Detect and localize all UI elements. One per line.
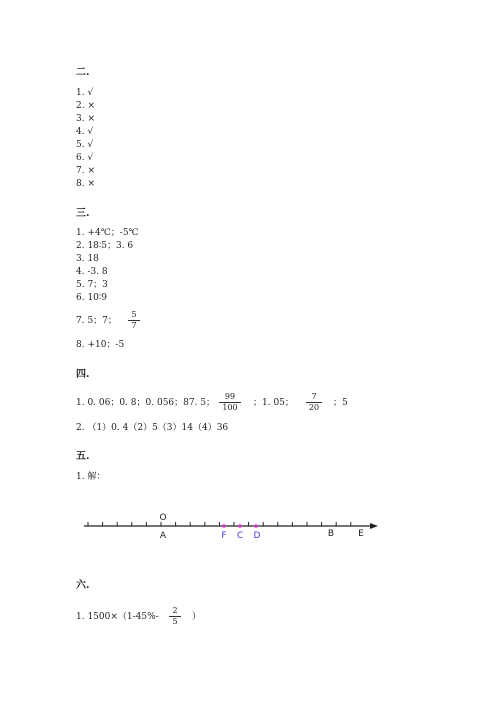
section-6-heading: 六. [76, 580, 90, 591]
fraction-denominator: 7 [131, 321, 137, 330]
fraction-5-7 [128, 310, 140, 331]
point-c-marker [238, 524, 242, 528]
section-6-suffix: ） [192, 612, 202, 622]
point-f-marker [222, 524, 226, 528]
fraction-7-20 [306, 392, 322, 413]
section-2-item: 2. × [76, 101, 95, 111]
label-d: D [253, 531, 261, 541]
label-o: O [159, 513, 167, 523]
label-e: E [358, 529, 364, 539]
fraction-numerator: 99 [219, 392, 241, 403]
fraction-numerator: 7 [306, 392, 322, 403]
section-2-item: 7. × [76, 166, 95, 176]
section-6-prefix: 1. 1500×（1-45%- [76, 612, 159, 622]
section-3-item: 1. +4℃；-5℃ [76, 228, 139, 238]
section-3-item: 8. +10；-5 [76, 340, 125, 350]
section-4-line1-prefix: 1. 0. 06；0. 8；0. 056；87. 5； [76, 398, 216, 408]
section-2-item: 3. × [76, 114, 95, 124]
section-3-heading: 三. [76, 208, 90, 219]
section-3-item: 4. -3. 8 [76, 267, 108, 277]
number-line-arrow [370, 523, 378, 529]
label-f: F [221, 531, 227, 541]
section-2-item: 4. √ [76, 127, 94, 137]
section-4-heading: 四. [76, 369, 90, 380]
label-c: C [236, 531, 244, 541]
section-5-item: 1. 解： [76, 472, 106, 482]
section-2-item: 8. × [76, 179, 95, 189]
label-a: A [159, 531, 167, 541]
section-4-line2: 2. （1）0. 4（2）5（3）14（4）36 [76, 423, 229, 433]
number-line-diagram [0, 505, 500, 555]
fraction-denominator: 100 [222, 403, 238, 412]
section-2-item: 5. √ [76, 140, 94, 150]
section-3-item: 3. 18 [76, 254, 99, 264]
fraction-denominator: 5 [172, 617, 178, 626]
section-2-item: 6. √ [76, 153, 94, 163]
section-2-heading: 二. [76, 67, 90, 78]
section-3-item: 2. 18∶5；3. 6 [76, 241, 134, 251]
section-4-line1-mid: ；1. 05； [253, 398, 294, 408]
section-4-line1-suffix: ；5 [333, 398, 348, 408]
section-3-item7-prefix: 7. 5；7； [76, 316, 117, 326]
fraction-2-5 [169, 606, 181, 627]
section-3-item: 5. 7；3 [76, 280, 108, 290]
section-3-item: 6. 10∶9 [76, 293, 107, 303]
fraction-numerator: 5 [128, 310, 140, 321]
fraction-numerator: 2 [169, 606, 181, 617]
point-d-marker [254, 524, 258, 528]
fraction-denominator: 20 [308, 403, 320, 412]
section-5-heading: 五. [76, 451, 90, 462]
fraction-99-100 [219, 392, 241, 413]
label-b: B [327, 529, 335, 539]
section-2-item: 1. √ [76, 88, 94, 98]
